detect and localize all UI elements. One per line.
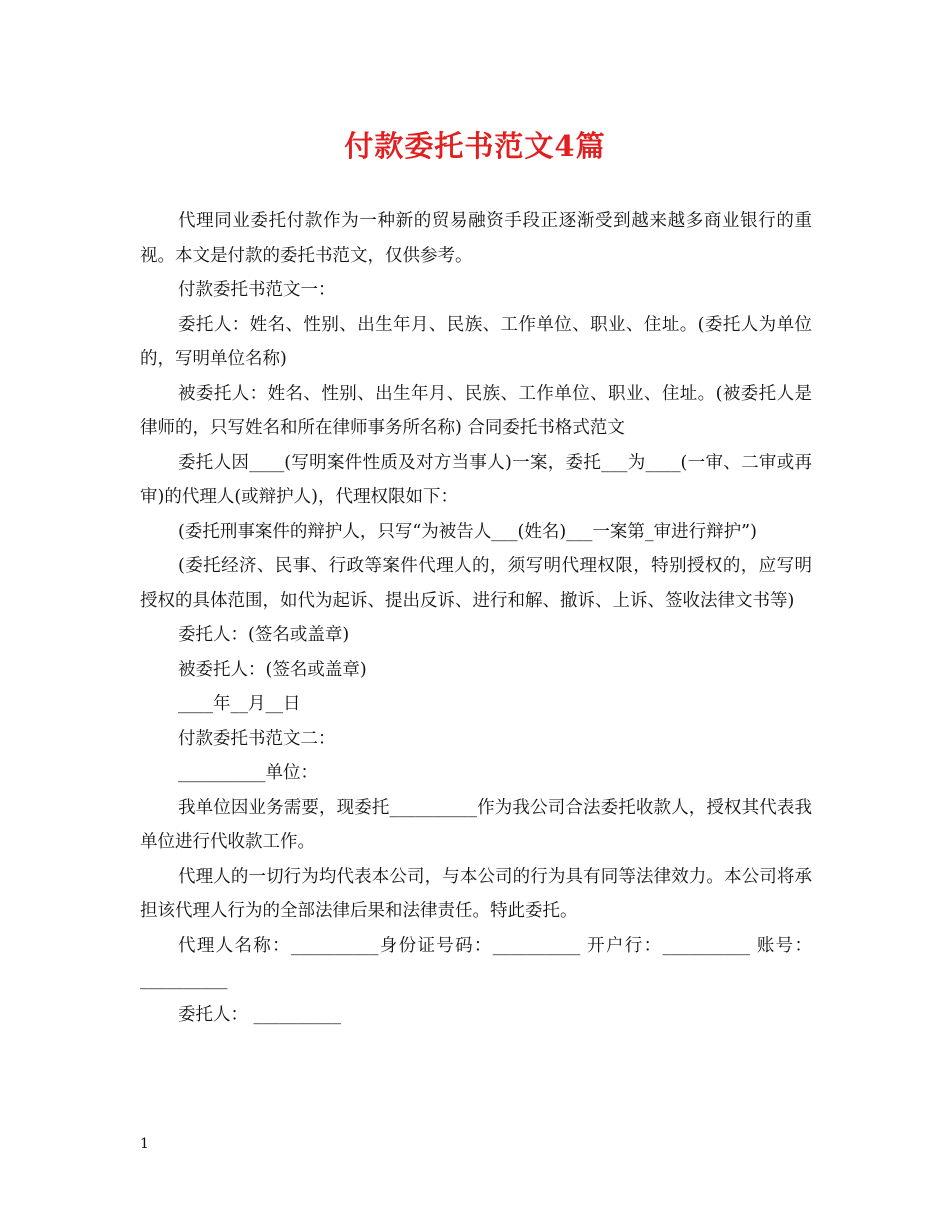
paragraph: 委托人： __________ [178, 1004, 342, 1025]
document-title: 付款委托书范文4篇 [344, 129, 606, 163]
paragraph: 委托人因____(写明案件性质及对方当事人)一案，委托___为____(一审、二审或再审)的代理人(或辩护人)，代理权限如下： [140, 452, 812, 507]
paragraph: 被委托人：姓名、性别、出生年月、民族、工作单位、职业、住址。(被委托人是律师的，只写姓名和所在律师事务所名称) 合同委托书格式范文 [140, 383, 812, 438]
paragraph: (委托刑事案件的辩护人，只写“为被告人___(姓名)___一案第_审进行辩护”) [178, 521, 757, 542]
paragraph: 代理人名称：__________身份证号码：__________ 开户行：__________ 账号：__________ [140, 935, 812, 990]
paragraph: 委托人：姓名、性别、出生年月、民族、工作单位、职业、住址。(委托人为单位的，写明单位名称) [140, 314, 812, 369]
paragraph: 代理同业委托付款作为一种新的贸易融资手段正逐渐受到越来越多商业银行的重视。本文是付款的委托书范文，仅供参考。 [140, 211, 812, 266]
paragraph: 付款委托书范文一： [178, 280, 336, 300]
document-body [140, 204, 812, 1032]
page-number: 1 [140, 1136, 149, 1152]
paragraph: 代理人的一切行为均代表本公司，与本公司的行为具有同等法律效力。本公司将承担该代理人行为的全部法律后果和法律责任。特此委托。 [140, 866, 812, 921]
paragraph: __________单位： [178, 763, 318, 783]
paragraph: 被委托人：(签名或盖章) [178, 659, 367, 680]
paragraph: (委托经济、民事、行政等案件代理人的，须写明代理权限，特别授权的，应写明授权的具体范围，如代为起诉、提出反诉、进行和解、撤诉、上诉、签收法律文书等) [140, 556, 812, 611]
paragraph: 委托人：(签名或盖章) [178, 625, 350, 645]
paragraph: 付款委托书范文二： [178, 728, 336, 749]
paragraph: 我单位因业务需要，现委托__________作为我公司合法委托收款人，授权其代表我单位进行代收款工作。 [140, 797, 812, 852]
paragraph: ____年__月__日 [178, 694, 301, 714]
